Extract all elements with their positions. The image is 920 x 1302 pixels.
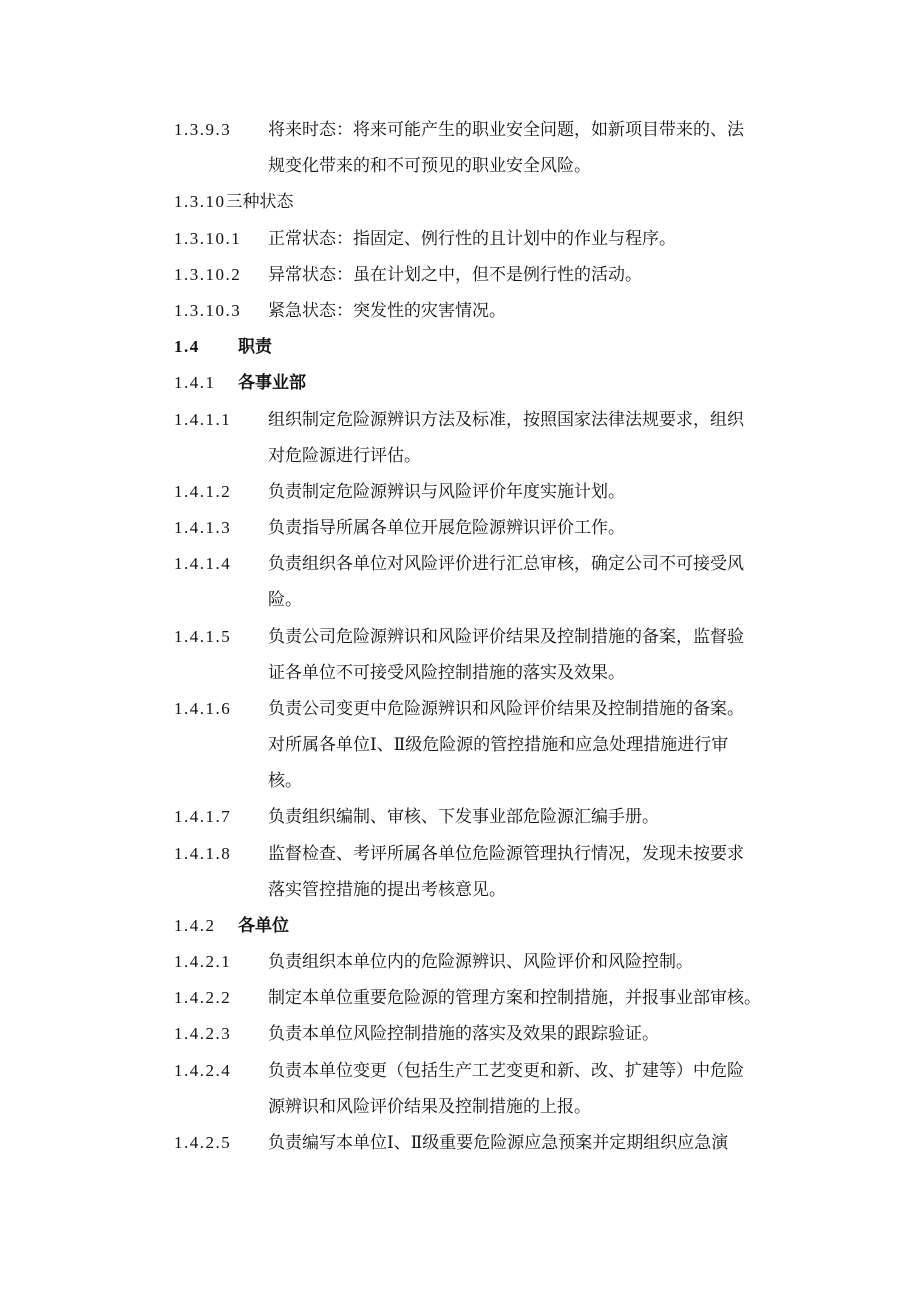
section-title: 各单位 — [238, 916, 289, 936]
clause-text: 险。 — [268, 590, 302, 610]
clause-number: 1.4.1.2 — [174, 482, 232, 501]
clause-text: 负责组织各单位对风险评价进行汇总审核，确定公司不可接受风 — [268, 554, 744, 574]
section-heading-1-4 — [0, 332, 920, 362]
clause-number: 1.4.1.4 — [174, 554, 232, 573]
clause-text: 负责本单位变更（包括生产工艺变更和新、改、扩建等）中危险 — [268, 1061, 744, 1081]
clause-1-4-1-4 — [0, 549, 920, 579]
clause-text: 将来时态：将来可能产生的职业安全问题，如新项目带来的、法 — [268, 120, 744, 140]
clause-number: 1.4.2.2 — [174, 988, 232, 1007]
clause-number: 1.4.1.8 — [174, 844, 232, 863]
clause-1-4-2-4 — [0, 1056, 920, 1086]
clause-1-4-1-1 — [0, 405, 920, 435]
clause-continuation — [0, 875, 920, 905]
clause-1-4-1-2 — [0, 477, 920, 507]
clause-text: 异常状态：虽在计划之中，但不是例行性的活动。 — [268, 265, 642, 285]
clause-continuation — [0, 658, 920, 688]
clause-text: 三种状态 — [225, 192, 294, 212]
clause-1-4-1-8 — [0, 839, 920, 869]
clause-text: 制定本单位重要危险源的管理方案和控制措施，并报事业部审核。 — [268, 988, 761, 1008]
clause-text: 正常状态：指固定、例行性的且计划中的作业与程序。 — [268, 229, 676, 249]
clause-text: 证各单位不可接受风险控制措施的落实及效果。 — [268, 663, 625, 683]
clause-number: 1.4.1.3 — [174, 518, 232, 537]
clause-number: 1.3.10.2 — [174, 265, 242, 284]
section-title: 职责 — [238, 337, 272, 357]
clause-number: 1.4.1.1 — [174, 410, 232, 429]
clause-text: 负责本单位风险控制措施的落实及效果的跟踪验证。 — [268, 1024, 659, 1044]
clause-number: 1.3.10.3 — [174, 301, 242, 320]
clause-number: 1.3.10.1 — [174, 229, 242, 248]
clause-number: 1.4.2.4 — [174, 1061, 232, 1080]
clause-continuation — [0, 151, 920, 181]
clause-continuation — [0, 441, 920, 471]
clause-text: 核。 — [268, 771, 302, 791]
clause-1-4-2-3 — [0, 1019, 920, 1049]
clause-text: 负责公司变更中危险源辨识和风险评价结果及控制措施的备案。 — [268, 699, 744, 719]
clause-1-4-1-6 — [0, 694, 920, 724]
clause-text: 负责编写本单位Ⅰ、Ⅱ级重要危险源应急预案并定期组织应急演 — [268, 1133, 729, 1153]
clause-1-4-1-5 — [0, 622, 920, 652]
clause-text: 负责指导所属各单位开展危险源辨识评价工作。 — [268, 518, 625, 538]
clause-text: 对所属各单位Ⅰ、Ⅱ级危险源的管控措施和应急处理措施进行审 — [268, 735, 729, 755]
clause-1-4-1-3 — [0, 513, 920, 543]
clause-text: 负责公司危险源辨识和风险评价结果及控制措施的备案，监督验 — [268, 627, 744, 647]
clause-number: 1.4.2.5 — [174, 1133, 232, 1152]
clause-1-3-10-2 — [0, 260, 920, 290]
clause-number: 1.4.1.5 — [174, 627, 232, 646]
clause-1-3-10-1 — [0, 224, 920, 254]
section-number: 1.4 — [174, 337, 200, 356]
clause-1-4-2-1 — [0, 947, 920, 977]
section-heading-1-4-1 — [0, 368, 920, 398]
clause-number: 1.4.2.3 — [174, 1024, 232, 1043]
clause-1-4-2-5 — [0, 1128, 920, 1158]
clause-number: 1.4.1.7 — [174, 807, 232, 826]
clause-continuation — [0, 766, 920, 796]
section-title: 各事业部 — [238, 373, 306, 393]
clause-text: 紧急状态：突发性的灾害情况。 — [268, 301, 506, 321]
clause-number: 1.3.10 — [174, 192, 226, 211]
clause-text: 源辨识和风险评价结果及控制措施的上报。 — [268, 1097, 591, 1117]
clause-1-3-10 — [0, 187, 920, 217]
clause-number: 1.4.2.1 — [174, 952, 232, 971]
section-heading-1-4-2 — [0, 911, 920, 941]
clause-text: 组织制定危险源辨识方法及标准，按照国家法律法规要求，组织 — [268, 410, 744, 430]
clause-continuation — [0, 585, 920, 615]
clause-text: 规变化带来的和不可预见的职业安全风险。 — [268, 156, 591, 176]
clause-text: 对危险源进行评估。 — [268, 446, 421, 466]
clause-text: 监督检查、考评所属各单位危险源管理执行情况，发现未按要求 — [268, 844, 744, 864]
clause-1-3-10-3 — [0, 296, 920, 326]
section-number: 1.4.2 — [174, 916, 216, 935]
clause-text: 负责组织本单位内的危险源辨识、风险评价和风险控制。 — [268, 952, 693, 972]
clause-1-3-9-3 — [0, 115, 920, 145]
clause-text: 负责组织编制、审核、下发事业部危险源汇编手册。 — [268, 807, 659, 827]
clause-number: 1.3.9.3 — [174, 120, 232, 139]
clause-text: 落实管控措施的提出考核意见。 — [268, 880, 506, 900]
clause-1-4-2-2 — [0, 983, 920, 1013]
clause-number: 1.4.1.6 — [174, 699, 232, 718]
clause-text: 负责制定危险源辨识与风险评价年度实施计划。 — [268, 482, 625, 502]
clause-continuation — [0, 1092, 920, 1122]
section-number: 1.4.1 — [174, 373, 216, 392]
clause-continuation — [0, 730, 920, 760]
clause-1-4-1-7 — [0, 802, 920, 832]
